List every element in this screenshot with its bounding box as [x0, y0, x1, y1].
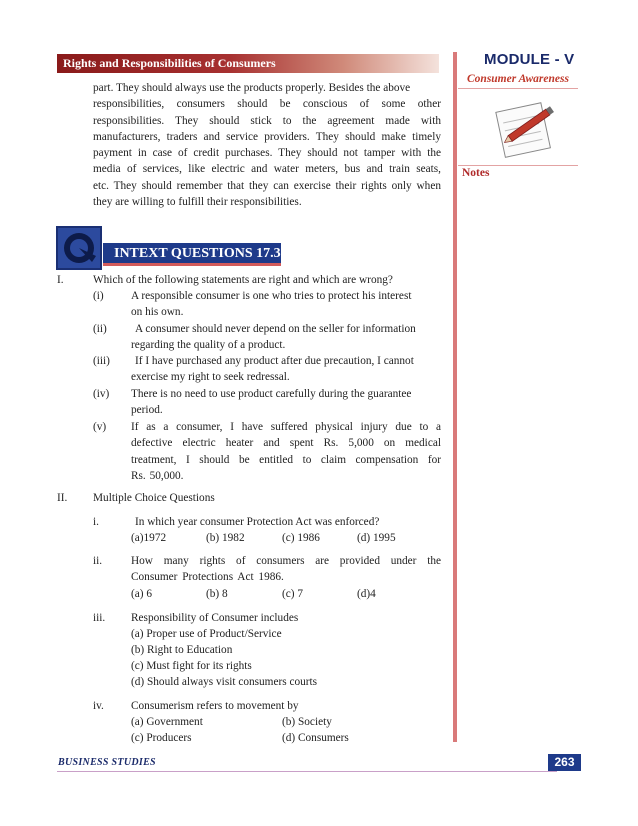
option: (d) Consumers — [282, 732, 349, 744]
notepad-pen-icon — [488, 96, 568, 162]
section-number: I. — [57, 274, 64, 286]
intro-line: media of services, like electric and water meters, bus and train seats, — [93, 163, 441, 176]
item-line: A responsible consumer is one who tries to protect his interest — [131, 290, 412, 302]
item-number: (ii) — [93, 323, 107, 335]
intro-paragraph — [93, 80, 441, 210]
module-rule — [458, 88, 578, 89]
question-text: Consumerism refers to movement by — [131, 700, 299, 712]
footer-rule — [57, 771, 557, 772]
item-line: defective electric heater and spent Rs. 5,000 on medical — [131, 437, 441, 450]
intro-line: they are willing to fulfill their responsibilities. — [93, 196, 302, 209]
intext-question-icon — [56, 226, 102, 270]
list-item — [131, 321, 441, 354]
option: (d) Should always visit consumers courts — [131, 676, 318, 688]
question-number: iii. — [93, 612, 106, 624]
margin-divider — [453, 52, 457, 742]
option: (d) 1995 — [357, 532, 396, 544]
option: (b) Society — [282, 716, 332, 728]
notes-label: Notes — [462, 167, 490, 179]
intext-title: INTEXT QUESTIONS 17.3 — [114, 246, 281, 261]
section-heading: Which of the following statements are right and which are wrong? — [93, 274, 393, 286]
item-line: Rs. 50,000. — [131, 469, 184, 482]
option: (a)1972 — [131, 532, 167, 544]
list-item — [131, 288, 441, 321]
section-number: II. — [57, 492, 68, 504]
option: (c) 1986 — [282, 532, 320, 544]
option: (c) Must fight for its rights — [131, 660, 252, 672]
question-line: How many rights of consumers are provided under the — [131, 555, 441, 567]
item-line: regarding the quality of a product. — [131, 339, 286, 352]
footer-subject: BUSINESS STUDIES — [58, 757, 156, 768]
item-line: on his own. — [131, 306, 184, 319]
module-subtitle: Consumer Awareness — [467, 73, 569, 85]
intro-line: payment in case of credit purchases. They should not tamper with the — [93, 147, 441, 160]
module-label: MODULE - V — [484, 51, 575, 68]
intro-line: responsibilities, consumers should be conscious of some other — [93, 98, 441, 111]
item-line: period. — [131, 404, 163, 417]
intro-line: responsibilities. They should stick to the agreement made with — [93, 114, 441, 127]
option: (c) 7 — [282, 588, 304, 600]
option: (d)4 — [357, 588, 376, 600]
intro-line: etc. They should remember that they can exercise their rights only when — [93, 179, 441, 192]
option: (a) 6 — [131, 588, 153, 600]
list-item — [131, 353, 441, 386]
page-number: 263 — [554, 755, 575, 769]
item-number: (iii) — [93, 355, 110, 367]
item-line: A consumer should never depend on the seller for information — [135, 323, 416, 335]
header-title: Rights and Responsibilities of Consumers — [63, 56, 276, 70]
notes-rule — [458, 165, 578, 166]
item-line: exercise my right to seek redressal. — [131, 371, 290, 384]
question-number: iv. — [93, 700, 104, 712]
question-text: Responsibility of Consumer includes — [131, 612, 299, 624]
item-line: There is no need to use product carefully during the guarantee — [131, 388, 412, 400]
list-item — [131, 386, 441, 419]
option: (c) Producers — [131, 732, 192, 744]
option: (a) Proper use of Product/Service — [131, 628, 282, 640]
option: (b) 1982 — [206, 532, 245, 544]
option: (b) Right to Education — [131, 644, 233, 656]
item-line: treatment, I should be entitled to claim compensation for — [131, 453, 441, 466]
item-line: If I have purchased any product after due precaution, I cannot — [135, 355, 414, 367]
item-number: (v) — [93, 421, 107, 433]
item-number: (i) — [93, 290, 104, 302]
question-line: Consumer Protections Act 1986. — [131, 571, 284, 584]
item-number: (iv) — [93, 388, 110, 400]
section-heading: Multiple Choice Questions — [93, 492, 215, 504]
intro-line: manufacturers, traders and service providers. They should make timely — [93, 130, 441, 143]
question-number: ii. — [93, 555, 103, 567]
question-number: i. — [93, 516, 99, 528]
list-item — [131, 419, 441, 484]
intro-line: part. They should always use the products properly. Besides the above — [93, 82, 411, 94]
option: (a) Government — [131, 716, 203, 728]
option: (b) 8 — [206, 588, 228, 600]
item-line: If as a consumer, I have suffered physical injury due to a — [131, 421, 441, 433]
question-text — [131, 553, 441, 586]
question-text: In which year consumer Protection Act was enforced? — [135, 516, 380, 528]
